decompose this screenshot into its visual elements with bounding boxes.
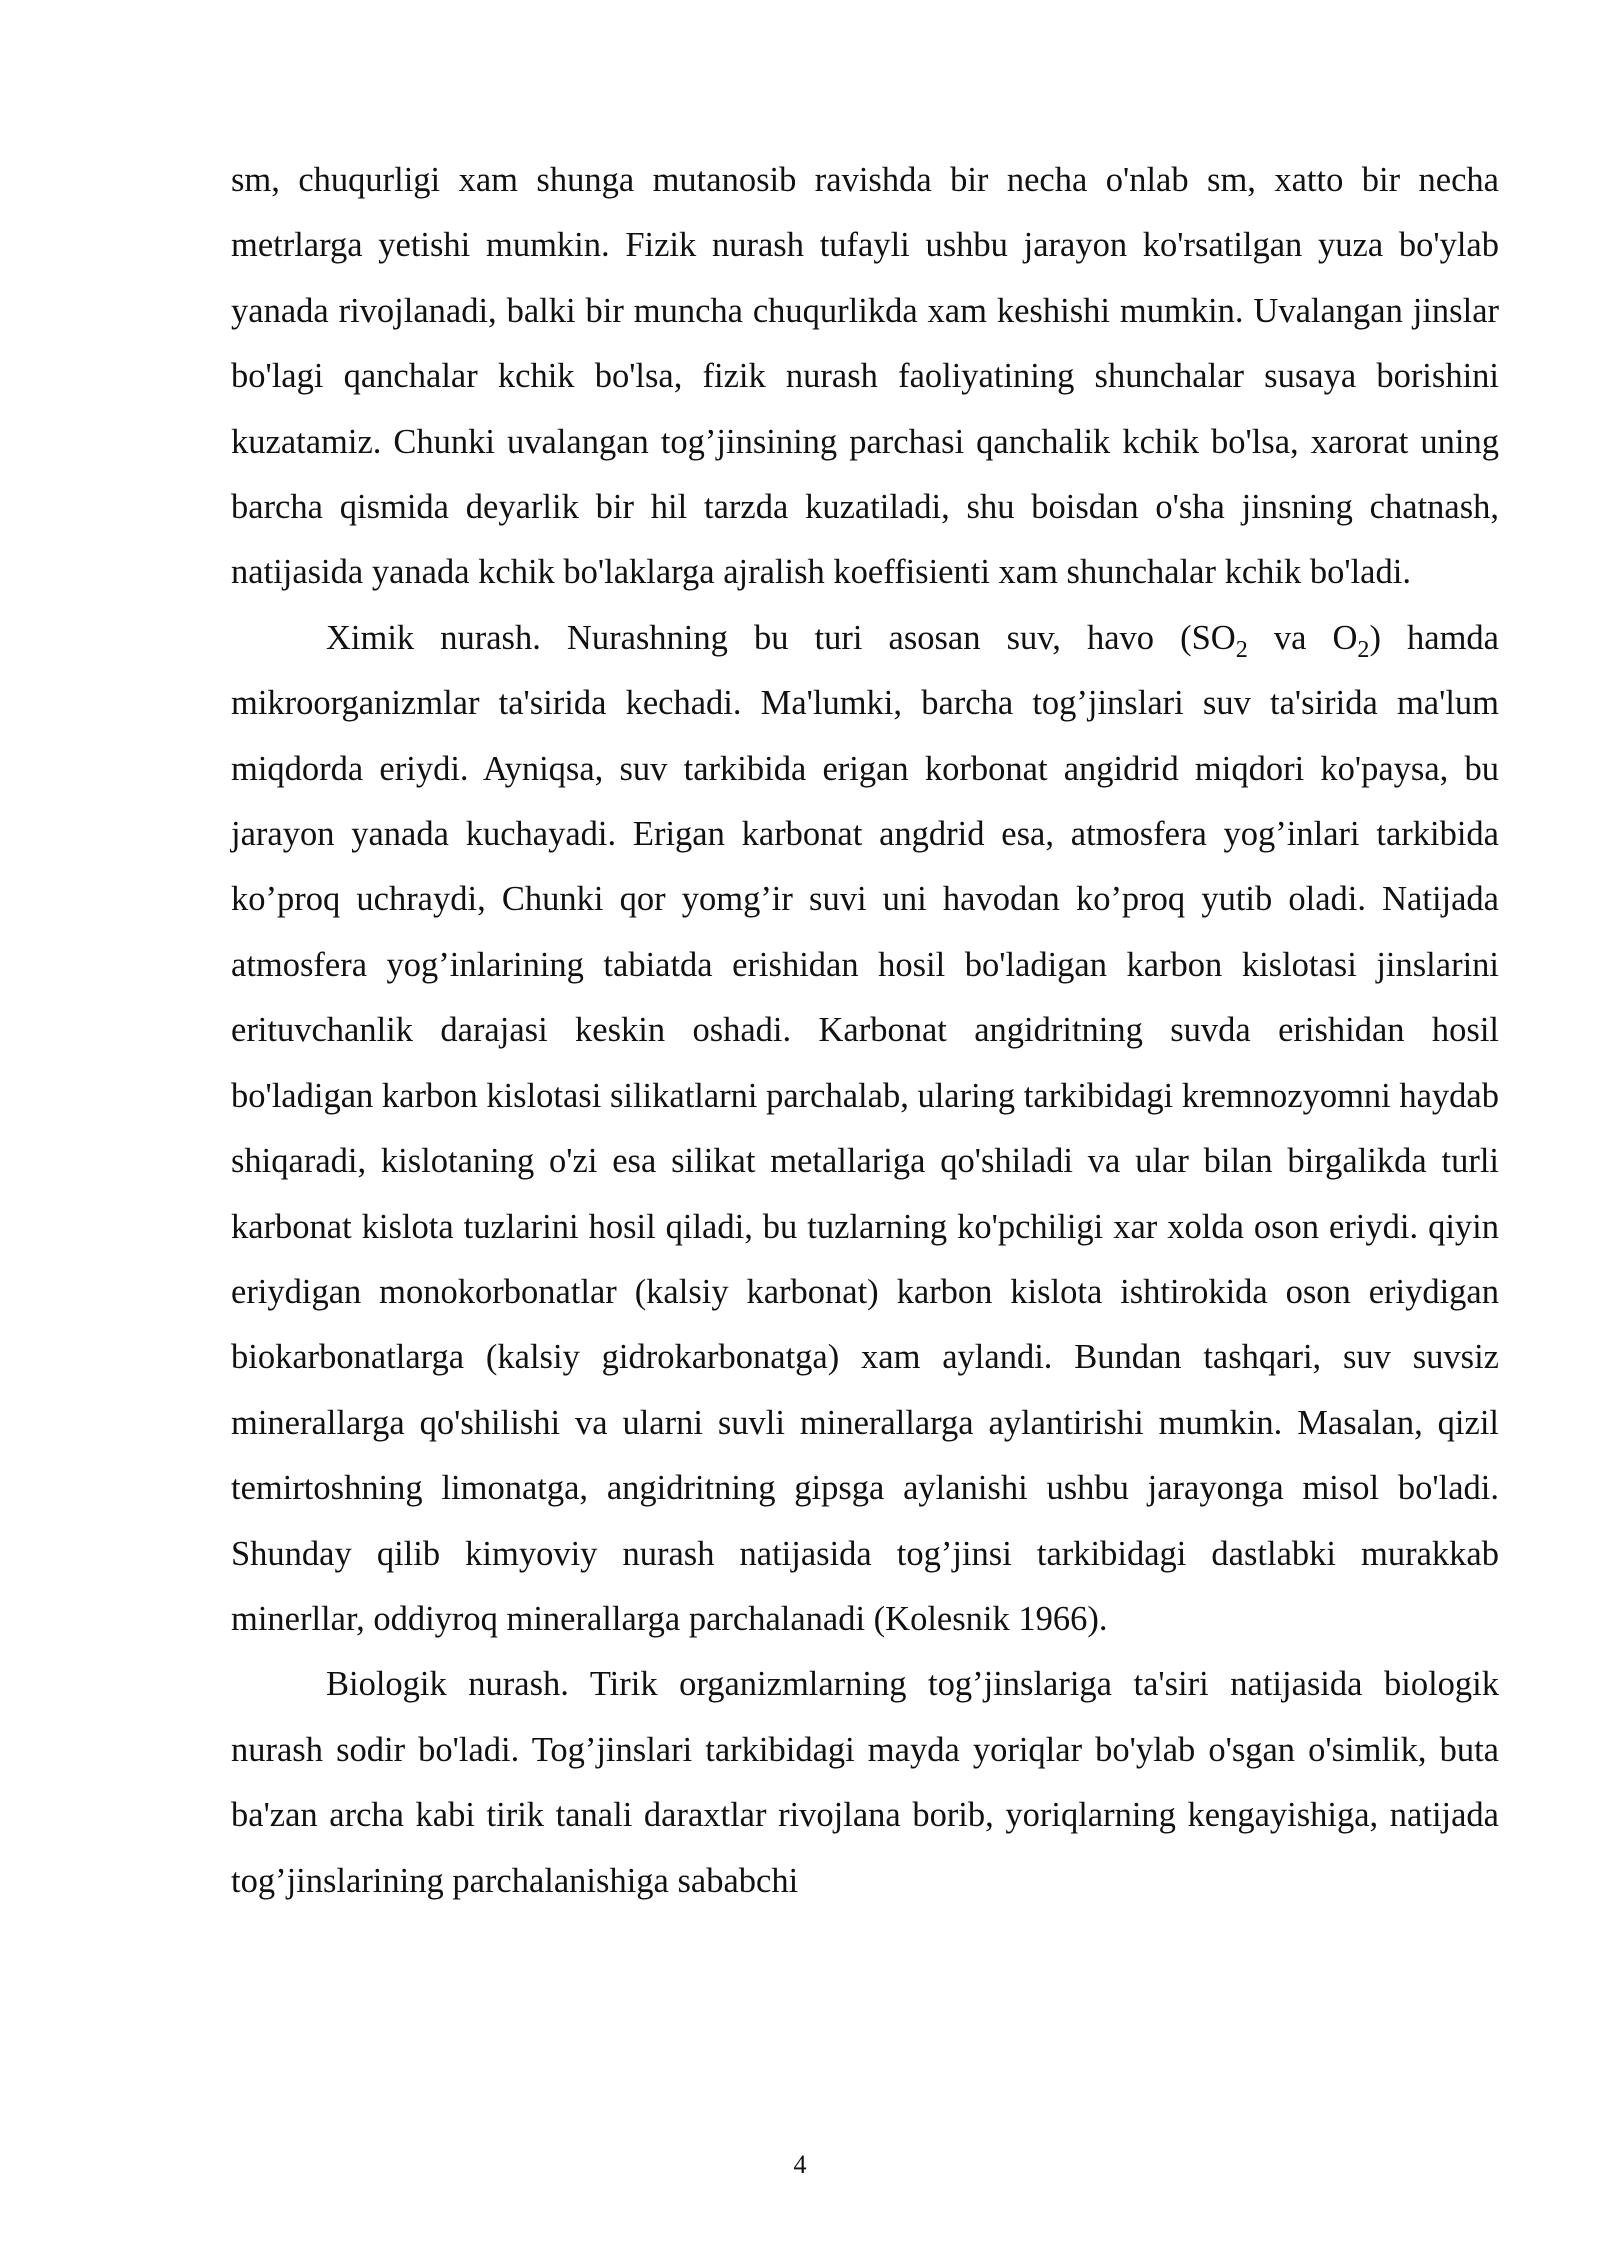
paragraph-text: Ximik nurash. Nurashning bu turi asosan suv, havo (SO xyxy=(326,618,1236,657)
paragraph-text: sm, chuqurligi xam shunga mutanosib ravishda bir necha o'nlab sm, xatto bir necha metrlarga yetishi mumkin. Fizik nurash tufayli ushbu jarayon ko'rsatilgan yuza bo'ylab yanada rivojlanadi, balki bir muncha chuqurlikda xam keshishi mumkin. Uvalangan jinslar bo'lagi qanchalar kchik bo'lsa, fizik nurash faoliyatining shunchalar susaya borishini kuzatamiz. Chunki uvalangan tog’jinsining parchasi qanchalik kchik bo'lsa, xarorat uning barcha qismida deyarlik bir hil tarzda kuzatiladi, shu boisdan o'sha jinsning chatnash, natijasida yanada kchik bo'laklarga ajralish koeffisienti xam shunchalar kchik bo'ladi. xyxy=(231,161,1499,592)
paragraph-text: ) hamda mikroorganizmlar ta'sirida kechadi. Ma'lumki, barcha tog’jinslari suv ta'sirida ma'lum miqdorda eriydi. Ayniqsa, suv tarkibida erigan korbonat angidrid miqdori ko'paysa, bu jarayon yanada kuchayadi. Erigan karbonat angdrid esa, atmosfera yog’inlari tarkibida ko’proq uchraydi, Chunki qor yomg’ir suvi uni havodan ko’proq yutib oladi. Natijada atmosfera yog’inlarining tabiatda erishidan hosil bo'ladigan karbon kislotasi jinslarini erituvchanlik darajasi keskin oshadi. Karbonat angidritning suvda erishidan hosil bo'ladigan karbon kislotasi silikatlarni parchalab, ularing tarkibidagi kremnozyomni haydab shiqaradi, kislotaning o'zi esa silikat metallariga qo'shiladi va ular bilan birgalikda turli karbonat kislota tuzlarini hosil qiladi, bu tuzlarning ko'pchiligi xar xolda oson eriydi. qiyin eriydigan monokorbonatlar (kalsiy karbonat) karbon kislota ishtirokida oson eriydigan biokarbonatlarga (kalsiy gidrokarbonatga) xam aylandi. Bundan tashqari, suv suvsiz minerallarga qo'shilishi va ularni suvli minerallarga aylantirishi mumkin. Masalan, qizil temirtoshning limonatga, angidritning gipsga aylanishi ushbu jarayonga misol bo'ladi. Shunday qilib kimyoviy nurash natijasida tog’jinsi tarkibidagi dastlabki murakkab minerllar, oddiyroq minerallarga parchalanadi (Kolesnik 1966). xyxy=(231,618,1499,1638)
paragraph-text: va O xyxy=(1247,618,1358,657)
subscript: 2 xyxy=(1357,635,1370,663)
paragraph-text: Biologik nurash. Tirik organizmlarning tog’jinslariga ta'siri natijasida biologik nurash sodir bo'ladi. Tog’jinslari tarkibidagi mayda yoriqlar bo'ylab o'sgan o'simlik, buta ba'zan archa kabi tirik tanali daraxtlar rivojlana borib, yoriqlarning kengayishiga, natijada tog’jinslarining parchalanishiga sababchi xyxy=(231,1665,1499,1900)
paragraph-biologik-nurash xyxy=(231,1652,1499,1914)
paragraph-fizik-nurash-continuation xyxy=(231,148,1499,606)
body-text xyxy=(231,148,1499,1914)
paragraph-ximik-nurash xyxy=(231,606,1499,1653)
page-number: 4 xyxy=(793,2150,807,2179)
subscript: 2 xyxy=(1235,635,1248,663)
